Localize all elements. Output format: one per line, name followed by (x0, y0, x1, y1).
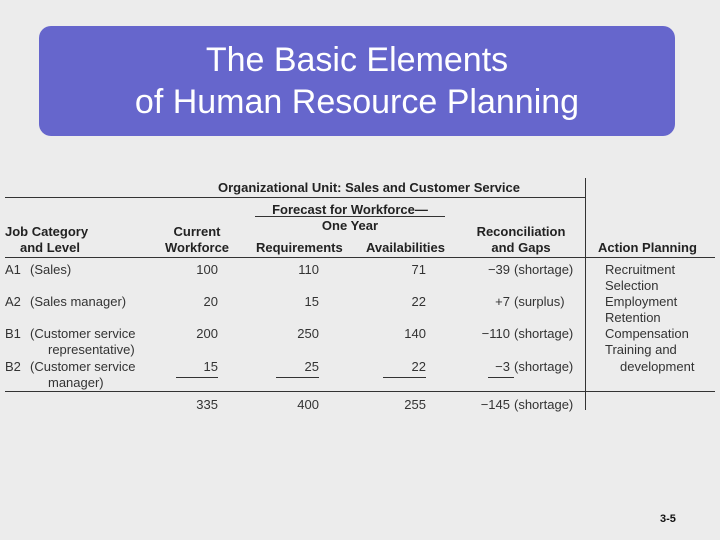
subtotal-underline-requirements (276, 377, 319, 378)
action-item-retention: Retention (605, 310, 661, 325)
action-item-employment: Employment (605, 294, 678, 309)
action-item-development: development (620, 359, 695, 374)
table-top-rule (5, 197, 585, 198)
row-b1-requirements: 250 (297, 326, 319, 341)
row-a1-gap: −39 (487, 262, 510, 277)
action-item-recruitment: Recruitment (605, 262, 676, 277)
row-b2-gap-note: (shortage) (514, 359, 574, 374)
total-current: 335 (196, 397, 218, 412)
action-item-training: Training and (605, 342, 677, 357)
row-a2-current: 20 (203, 294, 218, 309)
total-availabilities: 255 (404, 397, 426, 412)
subtotal-underline-gap (488, 377, 514, 378)
col-current-2: Workforce (164, 240, 230, 255)
row-b2-name-2: manager) (48, 375, 104, 390)
row-a2-gap: +7 (495, 294, 510, 309)
forecast-heading-1: Forecast for Workforce— (272, 202, 428, 217)
action-item-compensation: Compensation (605, 326, 689, 341)
row-a1-name: (Sales) (30, 262, 72, 277)
row-a2-name: (Sales manager) (30, 294, 127, 309)
row-b1-gap-note: (shortage) (514, 326, 574, 341)
action-column-divider (585, 178, 586, 410)
row-a1-requirements: 110 (298, 262, 319, 277)
col-reconciliation-1: Reconciliation (476, 224, 566, 239)
row-a2-availabilities: 22 (411, 294, 426, 309)
row-a1-current: 100 (196, 262, 218, 277)
slide-title-line-1: The Basic Elements (205, 41, 509, 79)
row-a1-availabilities: 71 (411, 262, 426, 277)
row-b1-current: 200 (196, 326, 218, 341)
org-unit-heading: Organizational Unit: Sales and Customer Service (218, 180, 520, 195)
row-b1-gap: −110 (481, 326, 510, 341)
row-b2-current: 15 (203, 359, 218, 374)
row-a1-gap-note: (shortage) (514, 262, 574, 277)
col-current-1: Current (173, 224, 221, 239)
subtotal-underline-availabilities (383, 377, 426, 378)
slide-title-line-2: of Human Resource Planning (134, 83, 580, 121)
total-gap-note: (shortage) (514, 397, 574, 412)
total-requirements: 400 (297, 397, 319, 412)
header-bottom-rule (5, 257, 715, 258)
total-gap: −145 (480, 397, 510, 412)
col-requirements: Requirements (256, 240, 343, 255)
col-reconciliation-2: and Gaps (491, 240, 551, 255)
row-b1-name-2: representative) (48, 342, 135, 357)
action-item-selection: Selection (605, 278, 659, 293)
row-a1-code: A1 (5, 262, 21, 277)
subtotal-underline-current (176, 377, 218, 378)
row-b2-name-1: (Customer service (30, 359, 136, 374)
row-b2-requirements: 25 (304, 359, 319, 374)
forecast-heading-2: One Year (321, 218, 379, 233)
row-b1-availabilities: 140 (404, 326, 426, 341)
row-a2-gap-note: (surplus) (514, 294, 565, 309)
row-a2-requirements: 15 (304, 294, 319, 309)
col-action-planning: Action Planning (598, 240, 697, 255)
col-job-category: Job Category (5, 224, 89, 239)
row-b2-availabilities: 22 (411, 359, 426, 374)
col-availabilities: Availabilities (366, 240, 445, 255)
row-b1-code: B1 (5, 326, 21, 341)
row-b2-gap: −3 (495, 359, 510, 374)
page-number: 3-5 (660, 513, 676, 525)
row-b1-name-1: (Customer service (30, 326, 136, 341)
totals-rule (5, 391, 715, 392)
row-b2-code: B2 (5, 359, 21, 374)
row-a2-code: A2 (5, 294, 21, 309)
col-job-level: and Level (20, 240, 80, 255)
